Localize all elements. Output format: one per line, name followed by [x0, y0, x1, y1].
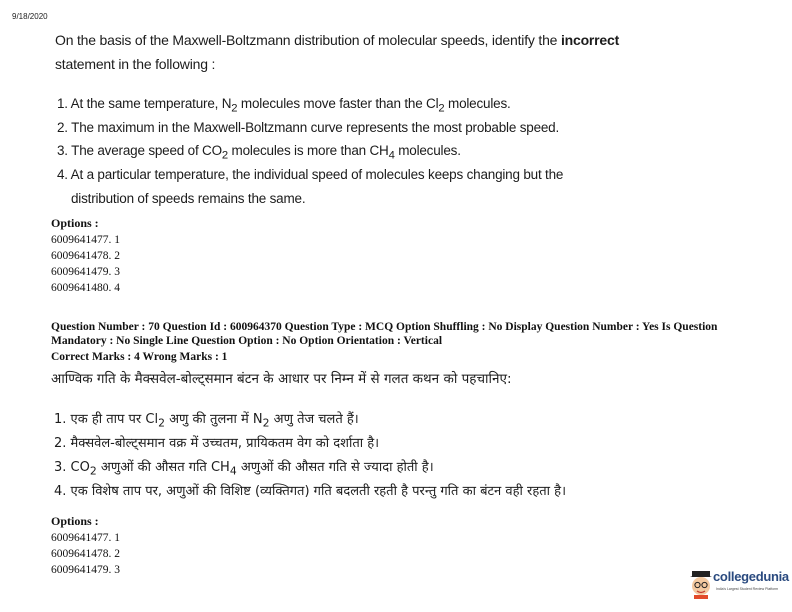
subscript: 4	[229, 464, 237, 478]
subscript: 2	[158, 416, 165, 430]
option-4-hindi: 4. एक विशेष ताप पर, अणुओं की विशिष्ट (व्यक्तिगत) गति बदलती रहती है परन्तु गति का बंटन वही रहता है।	[54, 484, 566, 499]
print-date: 9/18/2020	[12, 12, 48, 21]
option-id: 6009641480. 4	[51, 282, 120, 294]
option-id: 6009641477. 1	[51, 234, 120, 246]
subscript: 4	[388, 149, 395, 162]
option-text: 1. At the same temperature, N	[57, 96, 232, 111]
subscript: 2	[438, 102, 445, 115]
option-text: molecules move faster than the Cl	[237, 96, 439, 111]
option-text: 3. CO	[54, 460, 90, 475]
logo-tagline: India's Largest Student Review Platform	[716, 587, 779, 591]
question-meta	[51, 320, 771, 348]
option-4: 4. At a particular temperature, the individual speed of molecules keeps changing but the	[57, 167, 564, 182]
option-4-continued: distribution of speeds remains the same.	[71, 191, 306, 206]
option-id: 6009641479. 3	[51, 564, 120, 576]
question-emphasis: incorrect	[560, 32, 620, 48]
option-1	[57, 96, 511, 115]
option-text: अणु की तुलना में N	[164, 412, 263, 427]
subscript: 2	[221, 149, 228, 162]
option-text: अणु तेज चलते हैं।	[269, 412, 359, 427]
subscript: 2	[231, 102, 238, 115]
option-text: 1. एक ही ताप पर Cl	[54, 412, 159, 427]
subscript: 2	[89, 464, 97, 478]
question-text: On the basis of the Maxwell-Boltzmann distribution of molecular speeds, identify the	[55, 32, 561, 48]
option-3-hindi	[54, 457, 434, 478]
option-id: 6009641479. 3	[51, 266, 120, 278]
option-text: molecules.	[444, 96, 511, 111]
question-text-hindi: आण्विक गति के मैक्सवेल-बोल्ट्समान बंटन के आधार पर निम्न में से गलत कथन को पहचानिए:	[51, 371, 512, 387]
collegedunia-logo	[688, 567, 788, 603]
option-id: 6009641477. 1	[51, 532, 120, 544]
option-2-hindi: 2. मैक्सवेल-बोल्ट्समान वक्र में उच्चतम, प्रायिकतम वेग को दर्शाता है।	[54, 436, 380, 451]
option-id: 6009641478. 2	[51, 548, 120, 560]
option-text: 3. The average speed of CO	[57, 143, 222, 158]
marks-info: Correct Marks : 4 Wrong Marks : 1	[51, 351, 228, 363]
question-text-line-1	[55, 32, 619, 48]
subscript: 2	[262, 416, 270, 430]
options-heading: Options :	[51, 514, 99, 528]
option-1-hindi	[54, 409, 359, 430]
options-heading: Options :	[51, 216, 99, 230]
option-3	[57, 143, 461, 162]
option-text: अणुओं की औसत गति से ज्यादा होती है।	[236, 460, 434, 475]
option-text: अणुओं की औसत गति CH	[96, 460, 230, 475]
option-text: molecules is more than CH	[227, 143, 389, 158]
question-text-line-2: statement in the following :	[55, 56, 216, 72]
option-2: 2. The maximum in the Maxwell-Boltzmann curve represents the most probable speed.	[57, 120, 560, 135]
logo-wordmark: collegedunia	[713, 569, 789, 584]
question-meta-line: Question Number : 70 Question Id : 600964370 Question Type : MCQ Option Shuffling : No Display Question Number : Yes Is Question	[51, 321, 718, 333]
option-id: 6009641478. 2	[51, 250, 120, 262]
question-meta-line: Mandatory : No Single Line Question Option : No Option Orientation : Vertical	[51, 335, 443, 347]
option-text: molecules.	[394, 143, 461, 158]
mascot-icon	[688, 569, 716, 599]
